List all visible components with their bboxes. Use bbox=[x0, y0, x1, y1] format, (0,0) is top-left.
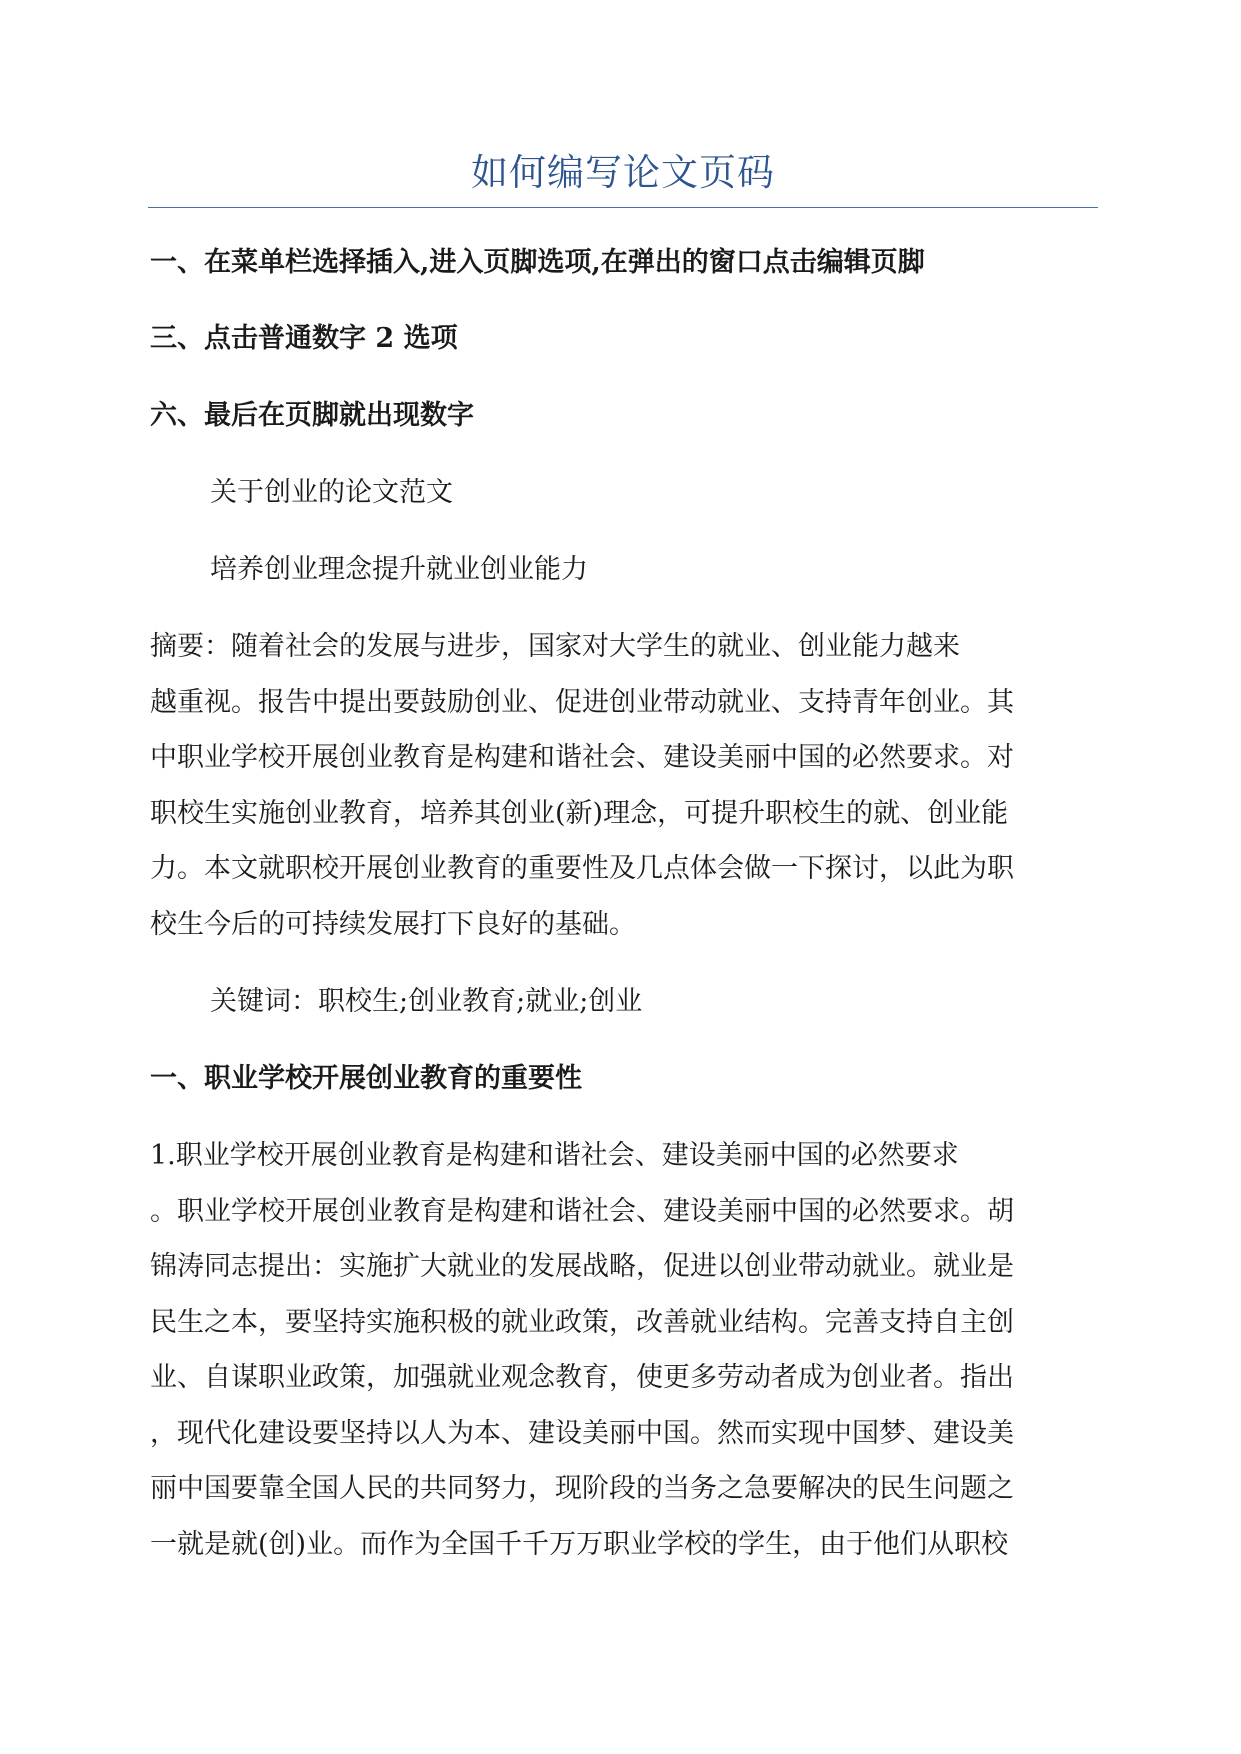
step-heading-6: 六、最后在页脚就出现数字 bbox=[150, 400, 474, 431]
abstract-line: 力。本文就职校开展创业教育的重要性及几点体会做一下探讨，以此为职 bbox=[150, 853, 1014, 884]
abstract-line: 中职业学校开展创业教育是构建和谐社会、建设美丽中国的必然要求。对 bbox=[150, 742, 1014, 773]
essay-title: 关于创业的论文范文 bbox=[210, 477, 453, 508]
step-heading-3: 三、点击普通数字 2 选项 bbox=[150, 323, 458, 354]
body-line: 锦涛同志提出：实施扩大就业的发展战略，促进以创业带动就业。就业是 bbox=[150, 1251, 1014, 1282]
body-line: 。职业学校开展创业教育是构建和谐社会、建设美丽中国的必然要求。胡 bbox=[150, 1196, 1014, 1227]
abstract-line: 职校生实施创业教育，培养其创业(新)理念，可提升职校生的就、创业能 bbox=[150, 798, 1009, 829]
body-line: ，现代化建设要坚持以人为本、建设美丽中国。然而实现中国梦、建设美 bbox=[150, 1418, 1014, 1449]
body-line: 1.职业学校开展创业教育是构建和谐社会、建设美丽中国的必然要求 bbox=[150, 1140, 959, 1171]
abstract-line: 校生今后的可持续发展打下良好的基础。 bbox=[150, 909, 636, 940]
body-line: 一就是就(创)业。而作为全国千千万万职业学校的学生，由于他们从职校 bbox=[150, 1529, 1009, 1560]
keywords: 关键词：职校生;创业教育;就业;创业 bbox=[210, 986, 643, 1017]
abstract-line: 摘要：随着社会的发展与进步，国家对大学生的就业、创业能力越来 bbox=[150, 631, 960, 662]
body-line: 业、自谋职业政策，加强就业观念教育，使更多劳动者成为创业者。指出 bbox=[150, 1362, 1014, 1393]
abstract-line: 越重视。报告中提出要鼓励创业、促进创业带动就业、支持青年创业。其 bbox=[150, 687, 1014, 718]
body-line: 民生之本，要坚持实施积极的就业政策，改善就业结构。完善支持自主创 bbox=[150, 1307, 1014, 1338]
document-title: 如何编写论文页码 bbox=[471, 151, 775, 194]
title-divider bbox=[148, 207, 1098, 208]
step-heading-1: 一、在菜单栏选择插入,进入页脚选项,在弹出的窗口点击编辑页脚 bbox=[150, 247, 925, 278]
essay-subtitle: 培养创业理念提升就业创业能力 bbox=[210, 554, 588, 585]
section-heading: 一、职业学校开展创业教育的重要性 bbox=[150, 1063, 582, 1094]
body-line: 丽中国要靠全国人民的共同努力，现阶段的当务之急要解决的民生问题之 bbox=[150, 1473, 1014, 1504]
